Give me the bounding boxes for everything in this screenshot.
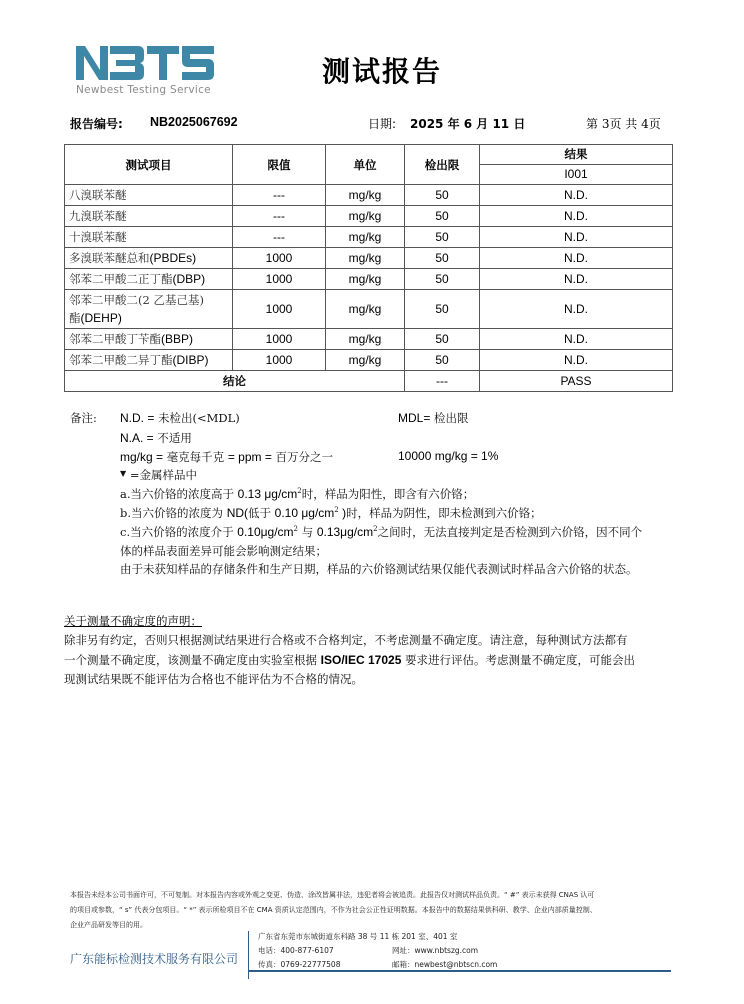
conclusion-row [65, 371, 673, 392]
cell-limit: --- [233, 227, 326, 248]
note-chromium-a [120, 486, 474, 502]
note-mdl [398, 410, 469, 426]
report-number-label: 报告编号: [70, 117, 123, 131]
note-na [120, 430, 192, 446]
note-value: 未检出(<MDL) [158, 411, 240, 425]
header-limit: 限值 [233, 145, 326, 185]
footer-divider-horizontal [248, 970, 671, 972]
table-header-row [65, 145, 673, 165]
footer-address: 广东省东莞市东城街道东科路 38 号 11 栋 201 室、401 室 [258, 932, 458, 941]
cell-mdl: 50 [405, 269, 480, 290]
company-name: 广东能标检测技术服务有限公司 [70, 952, 239, 966]
item-abbr: (DBP) [172, 272, 206, 286]
cell-limit: 1000 [233, 248, 326, 269]
note-chromium-c [120, 524, 642, 540]
footer-divider-vertical [248, 931, 249, 979]
item-name: 邻苯二甲酸丁苄酯 [69, 332, 161, 346]
cell-test-item [65, 290, 233, 329]
table-row [65, 269, 673, 290]
item-name: 十溴联苯醚 [69, 230, 127, 244]
cell-test-item [65, 329, 233, 350]
note-value: 检出限 [434, 411, 469, 425]
superscript: 2 [297, 487, 302, 495]
conclusion-result: PASS [480, 371, 673, 392]
logo-letter-t [147, 46, 179, 80]
conclusion-label: 结论 [65, 371, 405, 392]
conclusion-mdl: --- [405, 371, 480, 392]
triangle-down-icon: ▼ [120, 469, 127, 478]
table-row [65, 227, 673, 248]
cell-result: N.D. [480, 185, 673, 206]
footer-disclaimer: 企业产品研发等目的用。 [70, 921, 147, 929]
logo-letter-s [182, 46, 214, 80]
note-key: N.A. = [120, 431, 154, 445]
note-text: 之间时，无法直接判定是否检测到六价铬，因不同个 [377, 525, 643, 539]
cell-unit: mg/kg [326, 329, 405, 350]
note-conversion [398, 449, 498, 463]
uncertainty-line: 除非另有约定，否则只根据测试结果进行合格或不合格判定，不考虑测量不确定度。请注意，每种测试方法都有 [64, 633, 628, 647]
item-name: 八溴联苯醚 [69, 188, 127, 202]
uncertainty-line: 现测试结果既不能评估为合格也不能评估为不合格的情况。 [64, 672, 363, 686]
cell-unit: mg/kg [326, 269, 405, 290]
superscript: 2 [334, 506, 339, 514]
logo-letter-b [110, 46, 144, 80]
cell-mdl: 50 [405, 248, 480, 269]
page-indicator: 第 3页 共 4页 [586, 117, 661, 131]
note-text: a.当六价铬的浓度高于 [120, 487, 235, 501]
item-abbr: (PBDEs) [149, 251, 197, 265]
cell-unit: mg/kg [326, 185, 405, 206]
uncertainty-text: 一个测量不确定度，该测量不确定度由实验室根据 [64, 653, 317, 667]
footer-disclaimer: 本报告未经本公司书面许可，不可复制。对本报告内容或外观之变更、伪造、涂改皆属非法，违犯者将会被追责。此报告仅对测试样品负责。“ #” 表示未获得 CNAS 认可 [70, 891, 595, 899]
note-text: 时，样品为阴性，即未检测到六价铬； [346, 506, 542, 520]
cell-result: N.D. [480, 290, 673, 329]
table-row [65, 329, 673, 350]
cell-result: N.D. [480, 269, 673, 290]
uncertainty-title: 关于测量不确定度的声明： [64, 614, 202, 628]
note-key: = ppm = [227, 450, 272, 464]
table-row [65, 350, 673, 371]
cell-result: N.D. [480, 350, 673, 371]
logo-subtitle: Newbest Testing Service [76, 84, 211, 96]
table-row [65, 248, 673, 269]
note-value: 0.13 μg/cm [237, 487, 298, 501]
note-chromium-final: 由于未获知样品的存储条件和生产日期，样品的六价铬测试结果仅能代表测试时样品含六价铬的状态。 [120, 562, 638, 576]
cell-test-item [65, 269, 233, 290]
cell-unit: mg/kg [326, 248, 405, 269]
note-text: c.当六价铬的浓度介于 [120, 525, 234, 539]
cell-unit: mg/kg [326, 206, 405, 227]
cell-unit: mg/kg [326, 227, 405, 248]
date-label: 日期: [368, 117, 397, 131]
item-name: 邻苯二甲酸二异丁酯 [69, 353, 173, 367]
table-row [65, 206, 673, 227]
cell-test-item [65, 227, 233, 248]
superscript: 2 [373, 525, 378, 533]
cell-limit: --- [233, 206, 326, 227]
note-value: 10000 mg/kg = 1% [398, 449, 499, 463]
header-test-item: 测试项目 [65, 145, 233, 185]
note-key: N.D. = [120, 411, 155, 425]
table-row [65, 290, 673, 329]
cell-test-item [65, 248, 233, 269]
report-number: NB2025067692 [150, 115, 238, 129]
note-value: 0.10 μg/cm [274, 506, 335, 520]
note-key: mg/kg = [120, 450, 164, 464]
header-unit: 单位 [326, 145, 405, 185]
footer-disclaimer: 的项目或参数，“ s” 代表分包项目。“ *” 表示所检项目不在 CMA 资质认定范围内，不作为社会公正性证明数据。本报告中的数据结果供科研、教学、企业内部质量控制、 [70, 906, 597, 914]
footer-website[interactable]: 网址：www.nbtszg.com [392, 946, 479, 955]
header-mdl: 检出限 [405, 145, 480, 185]
note-value: 百万分之一 [275, 450, 334, 464]
cell-test-item [65, 350, 233, 371]
cell-result: N.D. [480, 329, 673, 350]
item-abbr: (DIBP) [172, 353, 209, 367]
note-value: ) [338, 506, 347, 520]
note-value: =金属样品中 [129, 468, 197, 482]
standard-ref: ISO/IEC 17025 [320, 653, 402, 667]
cell-result: N.D. [480, 227, 673, 248]
note-metal [120, 467, 197, 483]
item-name: 九溴联苯醚 [69, 209, 127, 223]
note-chromium-c-cont: 体的样品表面差异可能会影响测定结果； [120, 544, 327, 558]
item-abbr: (BBP) [161, 332, 194, 346]
cell-test-item [65, 206, 233, 227]
note-text: 低于 [248, 506, 272, 520]
company-logo [76, 44, 216, 100]
note-text: 与 [301, 525, 314, 539]
superscript: 2 [293, 525, 299, 533]
note-nd [120, 410, 240, 426]
item-name: 邻苯二甲酸二(2 乙基己基) [69, 293, 204, 307]
cell-mdl: 50 [405, 206, 480, 227]
cell-result: N.D. [480, 206, 673, 227]
note-value: 毫克每千克 [166, 450, 225, 464]
logo-letter-n [76, 46, 108, 80]
note-chromium-b [120, 505, 542, 521]
note-mgkg [120, 449, 333, 465]
cell-limit: 1000 [233, 269, 326, 290]
header-result: 结果 [480, 145, 673, 165]
report-date: 2025 年 6 月 11 日 [410, 117, 526, 131]
uncertainty-text: 要求进行评估。考虑测量不确定度，可能会出 [405, 653, 636, 667]
cell-test-item [65, 185, 233, 206]
note-text: 时，样品为阳性，即含有六价铬； [301, 487, 475, 501]
note-value: 0.13μg/cm [316, 525, 374, 539]
uncertainty-line [64, 652, 635, 668]
notes-label: 备注: [70, 411, 97, 425]
cell-mdl: 50 [405, 185, 480, 206]
table-row [65, 185, 673, 206]
cell-mdl: 50 [405, 350, 480, 371]
cell-unit: mg/kg [326, 350, 405, 371]
note-key: MDL= [398, 411, 431, 425]
cell-result: N.D. [480, 248, 673, 269]
note-value: 不适用 [157, 431, 192, 445]
results-table [64, 144, 673, 392]
page-title: 测试报告 [322, 55, 443, 88]
cell-limit: 1000 [233, 329, 326, 350]
cell-limit: 1000 [233, 290, 326, 329]
cell-unit: mg/kg [326, 290, 405, 329]
nbts-logo-mark [76, 44, 216, 82]
cell-mdl: 50 [405, 227, 480, 248]
footer-phone: 电话：400-877-6107 [258, 946, 334, 955]
footer-fax: 传真：0769-22777508 [258, 960, 341, 969]
cell-mdl: 50 [405, 329, 480, 350]
item-name: 多溴联苯醚总和 [69, 251, 150, 265]
note-value: ND( [226, 506, 249, 520]
footer-email[interactable]: 邮箱：newbest@nbtscn.com [392, 960, 498, 969]
item-abbr: (DEHP) [80, 311, 122, 325]
note-value: 0.10μg/cm [237, 525, 294, 539]
cell-limit: 1000 [233, 350, 326, 371]
cell-limit: --- [233, 185, 326, 206]
item-name: 邻苯二甲酸二正丁酯 [69, 272, 173, 286]
header-sample-id: I001 [480, 165, 673, 185]
cell-mdl: 50 [405, 290, 480, 329]
note-text: b.当六价铬的浓度为 [120, 506, 224, 520]
item-name-cont: 酯 [69, 311, 81, 325]
